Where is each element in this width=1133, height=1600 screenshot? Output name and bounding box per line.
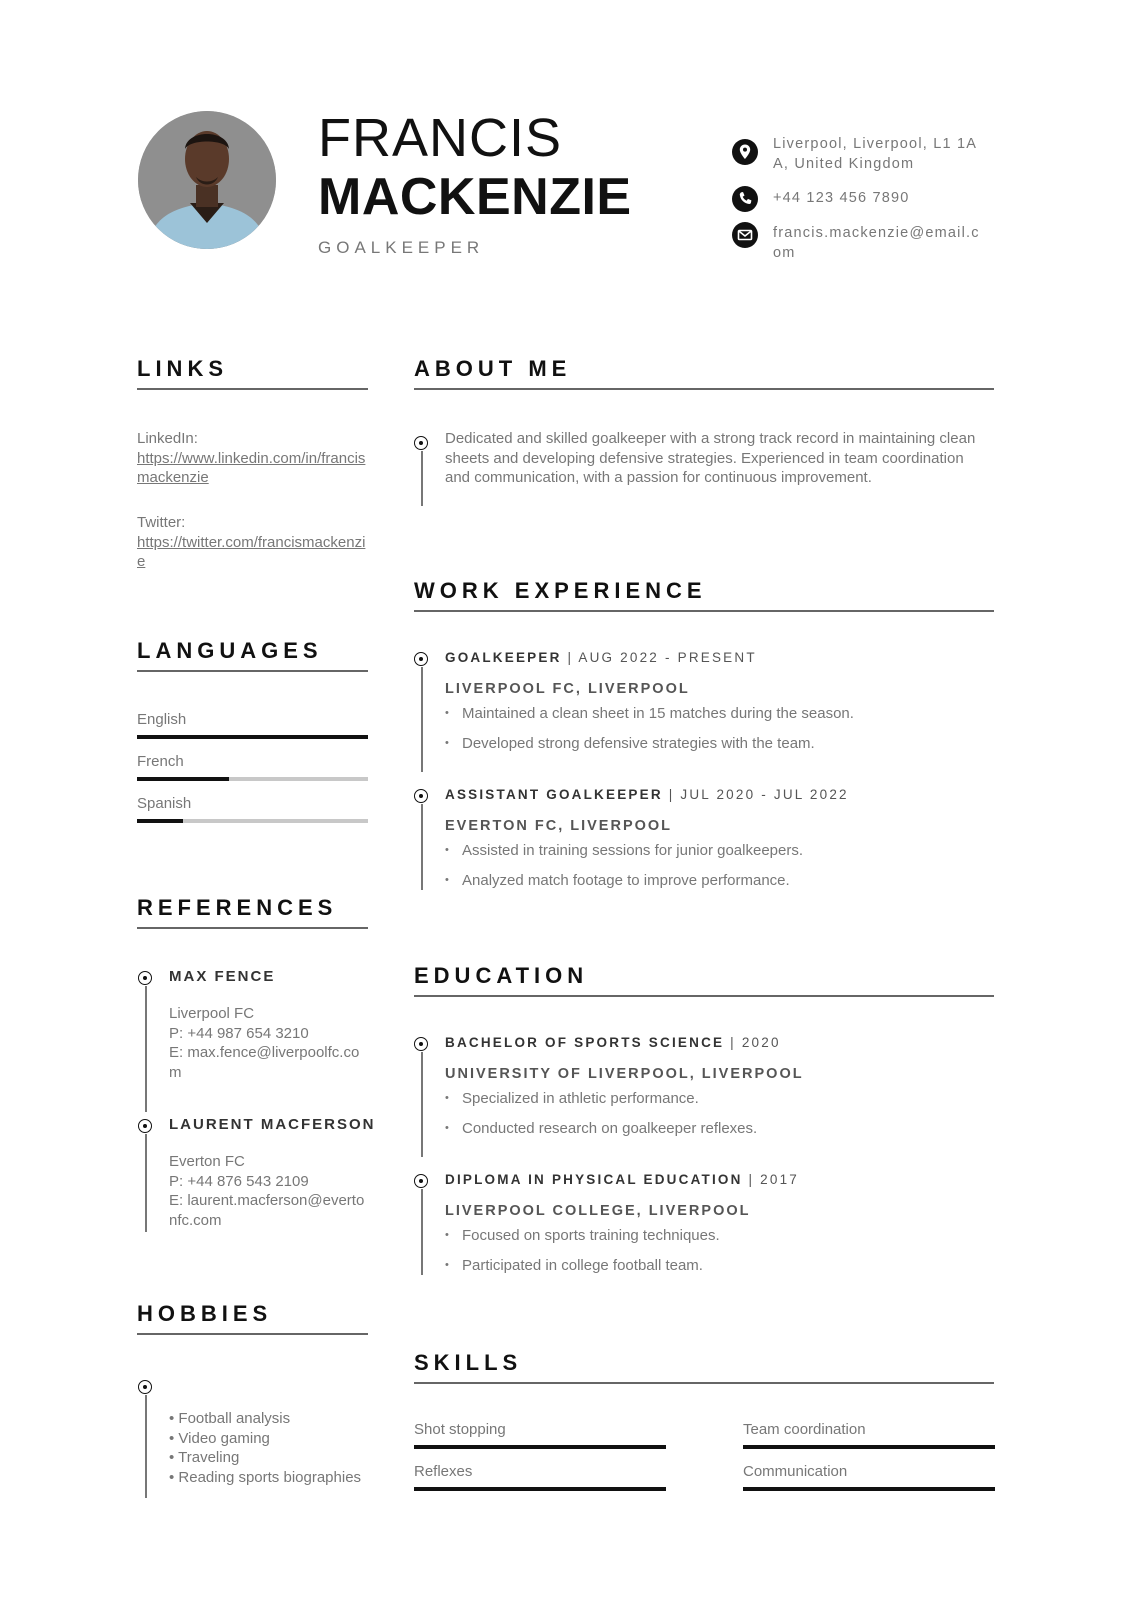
skill-bar [414, 1445, 666, 1449]
references-timeline-line [145, 1134, 147, 1232]
degree-title-row [445, 1035, 781, 1050]
location-pin-icon [732, 139, 758, 165]
skill-label: Team coordination [743, 1421, 866, 1438]
hobby-item: • Video gaming [169, 1429, 270, 1447]
skill-bar [743, 1445, 995, 1449]
first-name: FRANCIS [318, 108, 563, 168]
degree-title-row [445, 1172, 799, 1187]
references-heading: REFERENCES [137, 895, 338, 920]
timeline-dot-icon [414, 436, 428, 450]
timeline-dot-icon [138, 1380, 152, 1394]
job-bullet: • Developed strong defensive strategies with the team. [462, 735, 815, 752]
degree-year: | 2017 [748, 1172, 800, 1187]
education-bullet: • Conducted research on goalkeeper reflexes. [462, 1120, 757, 1137]
twitter-label: Twitter: [137, 514, 186, 531]
hobbies-list [169, 1409, 369, 1487]
phone-icon [732, 186, 758, 212]
job-employer: EVERTON FC, LIVERPOOL [445, 818, 673, 834]
languages-heading: LANGUAGES [137, 638, 323, 663]
skills-divider [414, 1382, 994, 1384]
links-heading: LINKS [137, 356, 228, 381]
hobby-item: • Traveling [169, 1449, 240, 1466]
reference-org: Liverpool FC [169, 1005, 255, 1022]
job-bullet: • Assisted in training sessions for junior goalkeepers. [462, 842, 803, 859]
hobbies-timeline-line [145, 1395, 147, 1498]
skill-label: Reflexes [414, 1463, 473, 1480]
language-english-level [137, 735, 368, 739]
profile-photo [138, 111, 276, 249]
timeline-dot-icon [414, 652, 428, 666]
reference-email: E: laurent.macferson@evertonfc.com [169, 1192, 365, 1229]
language-spanish-level [137, 819, 183, 823]
job-title: GOALKEEPER [445, 650, 562, 665]
timeline-dot-icon [414, 1037, 428, 1051]
reference-phone: P: +44 876 543 2109 [169, 1172, 309, 1190]
skill-bar [743, 1487, 995, 1491]
contact-phone: +44 123 456 7890 [773, 190, 910, 206]
education-bullet: • Specialized in athletic performance. [462, 1090, 699, 1107]
work-timeline-line [421, 667, 423, 772]
reference-name: LAURENT MACFERSON [169, 1116, 376, 1133]
contact-email[interactable]: francis.mackenzie@email.com [773, 225, 980, 261]
hobbies-heading: HOBBIES [137, 1301, 273, 1326]
education-bullet: • Focused on sports training techniques. [462, 1227, 720, 1244]
skills-heading: SKILLS [414, 1350, 523, 1375]
language-spanish-bar [137, 819, 368, 823]
linkedin-label: LinkedIn: [137, 430, 198, 447]
education-divider [414, 995, 994, 997]
timeline-dot-icon [138, 971, 152, 985]
reference-org: Everton FC [169, 1153, 245, 1170]
twitter-link[interactable]: https://twitter.com/francismackenzie [137, 533, 366, 570]
job-dates: | JUL 2020 - JUL 2022 [668, 787, 849, 802]
hobby-item: • Football analysis [169, 1410, 291, 1427]
work-timeline-line [421, 804, 423, 890]
about-divider [414, 388, 994, 390]
hobby-item: • Reading sports biographies [169, 1468, 362, 1486]
links-divider [137, 388, 368, 390]
reference-name: MAX FENCE [169, 968, 276, 985]
language-french-bar [137, 777, 368, 781]
language-english: English [137, 711, 187, 728]
job-title: ASSISTANT GOALKEEPER [445, 787, 663, 802]
education-heading: EDUCATION [414, 963, 589, 988]
skill-bar [414, 1487, 666, 1491]
references-timeline-line [145, 986, 147, 1112]
linkedin-link[interactable]: https://www.linkedin.com/in/francismackenzie [137, 449, 366, 486]
language-french: French [137, 753, 184, 770]
degree-title: DIPLOMA IN PHYSICAL EDUCATION [445, 1172, 743, 1187]
twitter-entry [137, 513, 369, 572]
hobbies-divider [137, 1333, 368, 1335]
school-name: LIVERPOOL COLLEGE, LIVERPOOL [445, 1203, 751, 1219]
work-heading: WORK EXPERIENCE [414, 578, 707, 603]
job-title-row [445, 650, 757, 665]
envelope-icon [732, 222, 758, 248]
language-french-level [137, 777, 229, 781]
job-title: GOALKEEPER [318, 238, 485, 257]
reference-phone: P: +44 987 654 3210 [169, 1024, 309, 1042]
school-name: UNIVERSITY OF LIVERPOOL, LIVERPOOL [445, 1066, 804, 1082]
education-bullet: • Participated in college football team. [462, 1257, 703, 1274]
timeline-dot-icon [414, 789, 428, 803]
skill-label: Communication [743, 1463, 848, 1480]
timeline-dot-icon [138, 1119, 152, 1133]
job-bullet: • Maintained a clean sheet in 15 matches during the season. [462, 705, 854, 722]
education-timeline-line [421, 1052, 423, 1157]
degree-title: BACHELOR OF SPORTS SCIENCE [445, 1035, 725, 1050]
contact-address: Liverpool, Liverpool, L1 1AA, United Kingdom [773, 136, 978, 172]
languages-divider [137, 670, 368, 672]
language-spanish: Spanish [137, 795, 192, 812]
education-timeline-line [421, 1189, 423, 1275]
skill-label: Shot stopping [414, 1421, 506, 1438]
linkedin-entry [137, 429, 369, 488]
degree-year: | 2020 [730, 1035, 781, 1050]
reference-details [169, 1004, 365, 1082]
work-divider [414, 610, 994, 612]
job-title-row [445, 787, 849, 802]
references-divider [137, 927, 368, 929]
last-name: MACKENZIE [318, 168, 632, 226]
about-text: Dedicated and skilled goalkeeper with a strong track record in maintaining clean sheets and developing defensive strategies. Experienced in team coordination and communication, with a passion for continuous improvement. [445, 430, 976, 486]
job-bullet: • Analyzed match footage to improve performance. [462, 872, 790, 889]
reference-email: E: max.fence@liverpoolfc.com [169, 1044, 360, 1081]
language-english-bar [137, 735, 368, 739]
reference-details [169, 1152, 365, 1230]
about-heading: ABOUT ME [414, 356, 572, 381]
about-timeline-line [421, 451, 423, 506]
job-employer: LIVERPOOL FC, LIVERPOOL [445, 681, 690, 697]
job-dates: | AUG 2022 - PRESENT [567, 650, 757, 665]
timeline-dot-icon [414, 1174, 428, 1188]
